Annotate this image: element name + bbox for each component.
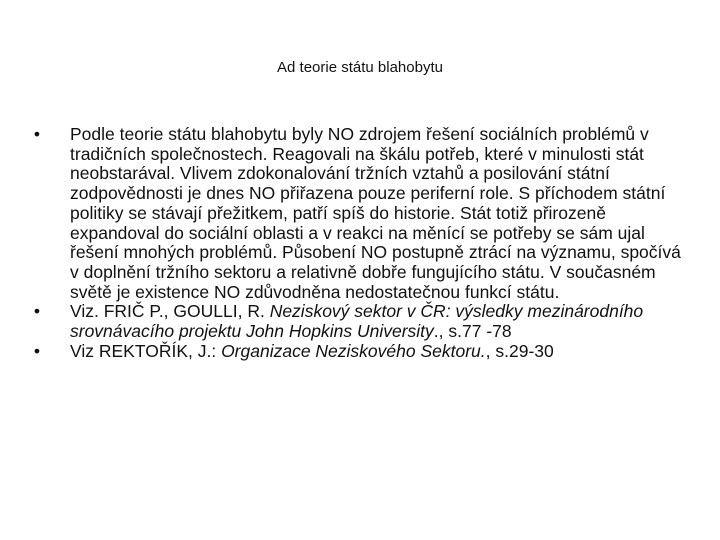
list-item [30, 125, 690, 302]
citation-authors: Viz. FRIČ P., GOULLI, R. [70, 301, 270, 322]
list-item [30, 302, 690, 341]
citation-pages: , s.29-30 [485, 340, 554, 361]
list-item [30, 342, 690, 362]
citation-title: Neziskový sektor v ČR: výsledky mezinárodního srovnávacího projektu John Hopkins University [70, 301, 644, 342]
citation-title: Organizace Neziskového Sektoru. [221, 340, 486, 361]
citation-authors: Viz REKTOŘÍK, J.: [70, 340, 222, 361]
bullet-list [30, 125, 690, 361]
bullet-icon: • [33, 340, 41, 361]
bullet-icon: • [33, 301, 41, 322]
bullet-text: Podle teorie státu blahobytu byly NO zdrojem řešení sociálních problémů v tradičních společnostech. Reagovali na škálu potřeb, které v minulosti stát neobstarával. Vlivem zdokonalování tržních vztahů a posilování státní zodpovědnosti je dnes NO přiřazena pouze periferní role. S příchodem státní politiky se stávají přežitkem, patří spíš do historie. Stát totiž přirozeně expandoval do sociální oblasti a v reakci na měnící se potřeby se sám ujal řešení mnohých problémů. Působení NO postupně ztrácí na významu, spočívá v doplnění tržního sektoru a relativně dobře fungujícího státu. V současném světě je existence NO zdůvodněna nedostatečnou funkcí státu. [70, 124, 681, 302]
slide-title: Ad teorie státu blahobytu [277, 59, 443, 76]
bullet-icon: • [33, 124, 41, 144]
citation-pages: ., s.77 -78 [433, 321, 512, 342]
